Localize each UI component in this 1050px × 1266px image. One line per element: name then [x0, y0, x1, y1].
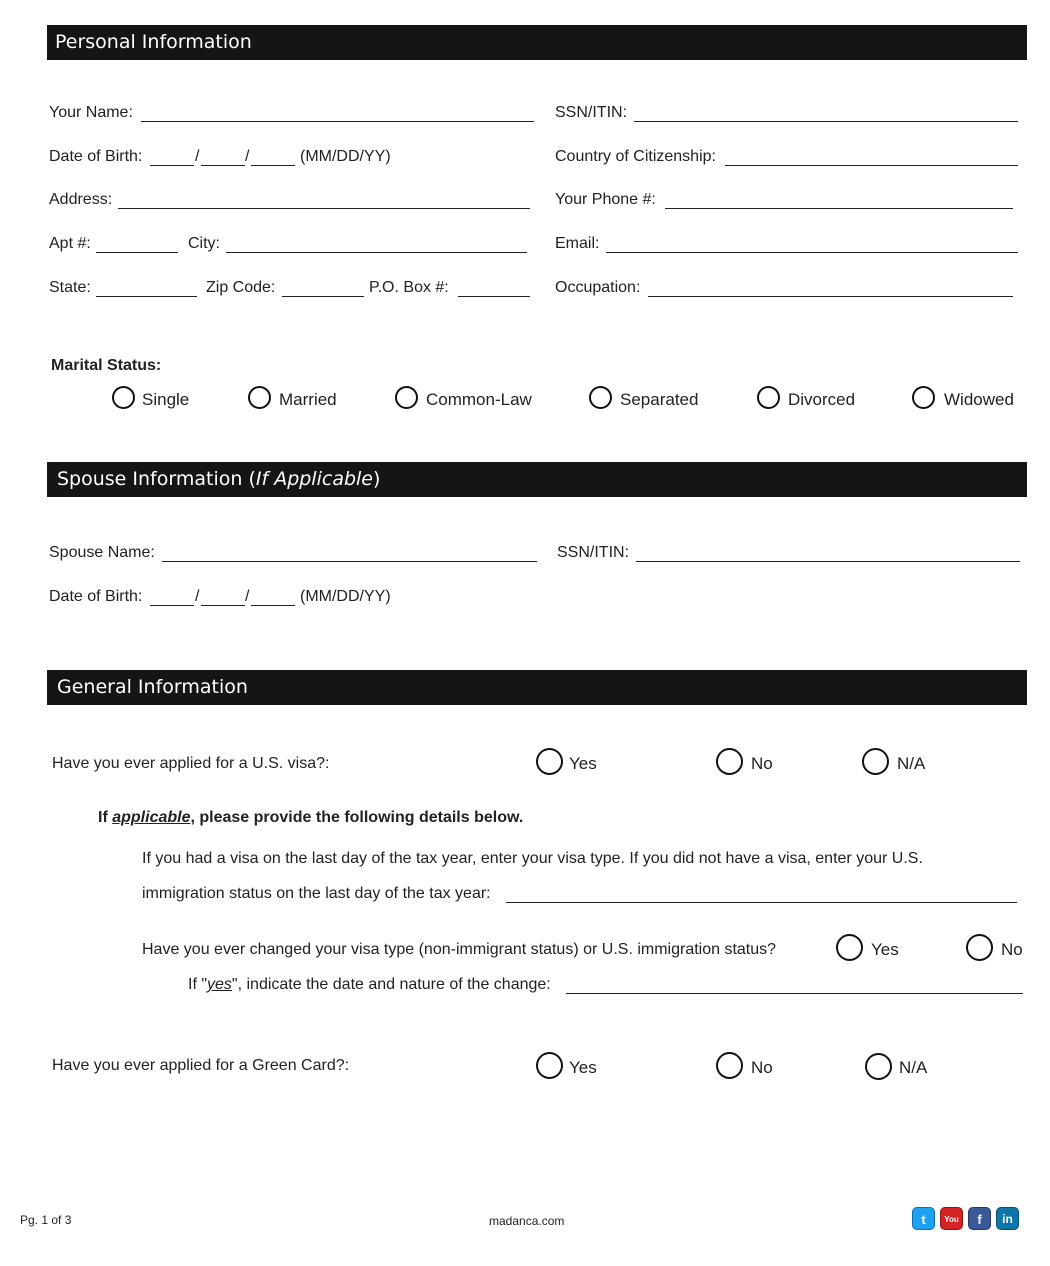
visa-option-label: N/A: [897, 754, 926, 773]
spouse-header-text: Spouse Information (: [57, 468, 256, 490]
visa-option-label: No: [751, 754, 773, 773]
marital-option-label: Common-Law: [426, 390, 532, 409]
visa-yes-radio[interactable]: [536, 748, 563, 775]
address-label: Address:: [49, 191, 113, 208]
green-card-option-label: Yes: [569, 1058, 597, 1077]
facebook-icon[interactable]: [968, 1207, 991, 1230]
personal-information-header: [47, 25, 1027, 60]
address-field[interactable]: [118, 208, 530, 209]
spouse-dob-year-field[interactable]: [251, 605, 295, 606]
change-details-field[interactable]: [566, 993, 1023, 994]
spouse-name-field[interactable]: [162, 561, 537, 562]
details-rest: , please provide the following details below.: [190, 809, 524, 826]
youtube-icon[interactable]: [940, 1207, 963, 1230]
dob-slash: /: [195, 588, 200, 605]
ssn-itin-label: SSN/ITIN:: [555, 104, 628, 121]
marital-widowed-radio[interactable]: [912, 386, 935, 409]
marital-divorced-radio[interactable]: [757, 386, 780, 409]
linkedin-glyph: in: [1002, 1212, 1013, 1226]
dob-slash: /: [195, 148, 200, 165]
zip-label: Zip Code:: [206, 279, 276, 296]
dob-slash: /: [245, 588, 250, 605]
email-field[interactable]: [606, 252, 1018, 253]
zip-field[interactable]: [282, 296, 364, 297]
visa-option-label: Yes: [569, 754, 597, 773]
apt-label: Apt #:: [49, 235, 91, 252]
if-yes-pre: If ": [188, 976, 208, 993]
changed-yes-radio[interactable]: [836, 934, 863, 961]
dob-day-field[interactable]: [201, 165, 245, 166]
visa-na-radio[interactable]: [862, 748, 889, 775]
changed-option-label: Yes: [871, 940, 899, 959]
pobox-field[interactable]: [458, 296, 530, 297]
if-yes-post: ", indicate the date and nature of the change:: [231, 976, 551, 993]
change-details-label: [188, 976, 551, 994]
your-name-field[interactable]: [141, 121, 534, 122]
facebook-glyph: f: [977, 1212, 982, 1227]
state-field[interactable]: [96, 296, 197, 297]
dob-slash: /: [245, 148, 250, 165]
dob-label: Date of Birth:: [49, 148, 143, 165]
changed-no-radio[interactable]: [966, 934, 993, 961]
spouse-ssn-itin-label: SSN/ITIN:: [557, 544, 630, 561]
visa-type-field[interactable]: [506, 902, 1017, 903]
city-field[interactable]: [226, 252, 527, 253]
country-field[interactable]: [725, 165, 1018, 166]
marital-option-label: Divorced: [788, 390, 856, 409]
spouse-dob-month-field[interactable]: [150, 605, 194, 606]
changed-status-question: Have you ever changed your visa type (non-immigrant status) or U.S. immigration status?: [142, 941, 777, 958]
country-label: Country of Citizenship:: [555, 148, 716, 165]
your-name-label: Your Name:: [49, 104, 133, 121]
details-instruction: [98, 809, 523, 827]
details-applicable: applicable: [112, 809, 191, 826]
twitter-icon[interactable]: [912, 1207, 935, 1230]
green-card-no-radio[interactable]: [716, 1052, 743, 1079]
occupation-label: Occupation:: [555, 279, 641, 296]
spouse-name-label: Spouse Name:: [49, 544, 155, 561]
dob-year-field[interactable]: [251, 165, 295, 166]
page-number: Pg. 1 of 3: [20, 1213, 72, 1227]
spouse-header-end: ): [373, 468, 381, 490]
visa-question-label: Have you ever applied for a U.S. visa?:: [52, 755, 330, 772]
marital-status-label: Marital Status:: [51, 357, 162, 374]
spouse-dob-label: Date of Birth:: [49, 588, 143, 605]
general-information-header: [47, 670, 1027, 705]
if-yes-word: yes: [207, 976, 232, 993]
phone-field[interactable]: [665, 208, 1013, 209]
spouse-ssn-itin-field[interactable]: [636, 561, 1020, 562]
dob-format-hint: (MM/DD/YY): [300, 148, 391, 165]
personal-header-text: Personal Information: [55, 31, 252, 53]
green-card-option-label: No: [751, 1058, 773, 1077]
apt-field[interactable]: [96, 252, 178, 253]
dob-format-hint: (MM/DD/YY): [300, 588, 391, 605]
spouse-header-italic: If Applicable: [255, 468, 373, 490]
marital-option-label: Single: [142, 390, 190, 409]
marital-common-law-radio[interactable]: [395, 386, 418, 409]
marital-separated-radio[interactable]: [589, 386, 612, 409]
youtube-glyph: You: [944, 1215, 959, 1224]
linkedin-icon[interactable]: [996, 1207, 1019, 1230]
changed-option-label: No: [1001, 940, 1023, 959]
marital-option-label: Widowed: [944, 390, 1014, 409]
pobox-label: P.O. Box #:: [369, 279, 449, 296]
marital-option-label: Separated: [620, 390, 699, 409]
green-card-question-label: Have you ever applied for a Green Card?:: [52, 1057, 350, 1074]
green-card-yes-radio[interactable]: [536, 1052, 563, 1079]
spouse-dob-day-field[interactable]: [201, 605, 245, 606]
green-card-option-label: N/A: [899, 1058, 928, 1077]
state-label: State:: [49, 279, 91, 296]
email-label: Email:: [555, 235, 600, 252]
site-link[interactable]: madanca.com: [489, 1214, 565, 1228]
marital-married-radio[interactable]: [248, 386, 271, 409]
city-label: City:: [188, 235, 220, 252]
general-header-text: General Information: [57, 676, 248, 698]
details-if: If: [98, 809, 108, 826]
twitter-glyph: t: [921, 1212, 926, 1227]
occupation-field[interactable]: [648, 296, 1013, 297]
ssn-itin-field[interactable]: [634, 121, 1018, 122]
visa-no-radio[interactable]: [716, 748, 743, 775]
phone-label: Your Phone #:: [555, 191, 656, 208]
dob-month-field[interactable]: [150, 165, 194, 166]
visa-type-instruction: If you had a visa on the last day of the tax year, enter your visa type. If you did not have a visa, enter your U.S.: [142, 850, 923, 867]
marital-option-label: Married: [279, 390, 337, 409]
green-card-na-radio[interactable]: [865, 1053, 892, 1080]
marital-single-radio[interactable]: [112, 386, 135, 409]
spouse-information-header: [47, 462, 1027, 497]
visa-type-label: immigration status on the last day of the tax year:: [142, 885, 491, 902]
